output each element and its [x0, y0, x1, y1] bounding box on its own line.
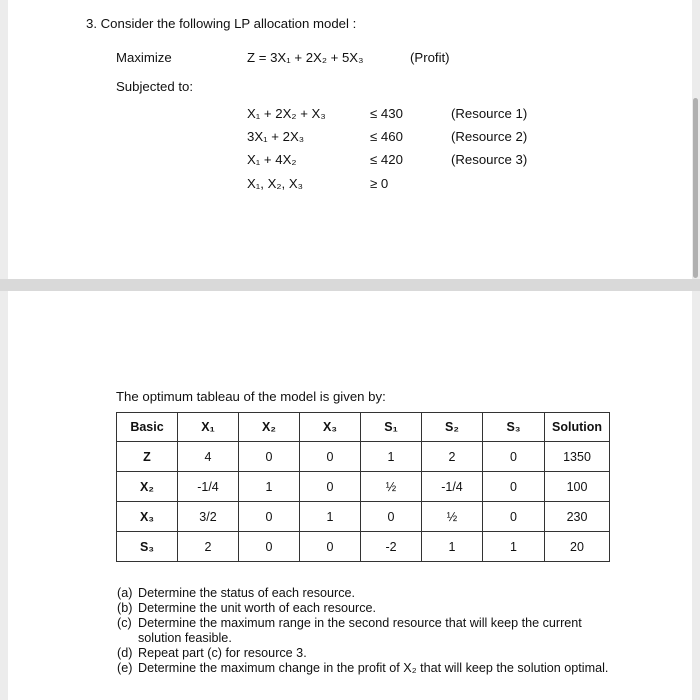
constraint-4-lhs: X₁, X₂, X₃	[247, 176, 303, 191]
constraint-1-rhs: ≤ 430	[370, 106, 403, 121]
question-item	[117, 646, 617, 661]
question-item	[117, 601, 617, 616]
question-label: (d)	[117, 646, 133, 660]
header-basic: Basic	[117, 413, 178, 442]
header-x3: X₃	[300, 413, 361, 442]
tableau-intro: The optimum tableau of the model is given by:	[116, 389, 386, 404]
table-cell: 230	[545, 502, 610, 532]
left-edge	[0, 0, 8, 700]
table-cell: 1	[361, 442, 422, 472]
table-cell: ½	[361, 472, 422, 502]
table-cell: 20	[545, 532, 610, 562]
question-text: Repeat part (c) for resource 3.	[138, 646, 307, 660]
constraint-2-note: (Resource 2)	[451, 129, 528, 144]
constraint-1-lhs: X₁ + 2X₂ + X₃	[247, 106, 326, 121]
question-list	[117, 586, 617, 676]
constraint-3-lhs: X₁ + 4X₂	[247, 152, 297, 167]
question-label: (b)	[117, 601, 133, 615]
question-item	[117, 616, 617, 646]
header-x1: X₁	[178, 413, 239, 442]
table-cell: 0	[239, 502, 300, 532]
table-cell: 1	[300, 502, 361, 532]
table-cell: 1	[483, 532, 545, 562]
constraint-2-lhs: 3X₁ + 2X₃	[247, 129, 305, 144]
row-basic: X₂	[117, 472, 178, 502]
maximize-label: Maximize	[116, 50, 172, 65]
subject-label: Subjected to:	[116, 79, 193, 94]
constraint-2-rhs: ≤ 460	[370, 129, 403, 144]
header-solution: Solution	[545, 413, 610, 442]
optimum-tableau	[116, 412, 610, 562]
table-cell: 0	[239, 532, 300, 562]
row-basic: X₃	[117, 502, 178, 532]
header-x2: X₂	[239, 413, 300, 442]
table-cell: 1	[239, 472, 300, 502]
objective-function: Z = 3X₁ + 2X₂ + 5X₃	[247, 50, 364, 65]
question-item	[117, 661, 617, 676]
question-text: Determine the unit worth of each resource.	[138, 601, 377, 615]
table-cell: 1350	[545, 442, 610, 472]
table-row	[117, 442, 610, 472]
question-text: Determine the maximum range in the second resource that will keep the current solution feasible.	[138, 616, 582, 645]
table-row	[117, 532, 610, 562]
row-basic: S₃	[117, 532, 178, 562]
table-cell: 0	[300, 532, 361, 562]
table-cell: 100	[545, 472, 610, 502]
question-item	[117, 586, 617, 601]
objective-note: (Profit)	[410, 50, 450, 65]
table-cell: ½	[422, 502, 483, 532]
table-cell: 2	[422, 442, 483, 472]
scrollbar-thumb[interactable]	[693, 98, 698, 278]
table-row	[117, 472, 610, 502]
question-text: Determine the maximum change in the profit of X₂ that will keep the solution optimal.	[138, 661, 609, 675]
table-cell: -1/4	[422, 472, 483, 502]
table-cell: 0	[300, 472, 361, 502]
table-row	[117, 502, 610, 532]
page-top	[8, 0, 692, 279]
tableau-header-row	[117, 413, 610, 442]
table-cell: 4	[178, 442, 239, 472]
constraint-3-rhs: ≤ 420	[370, 152, 403, 167]
table-cell: 0	[483, 442, 545, 472]
question-label: (a)	[117, 586, 133, 600]
table-cell: -1/4	[178, 472, 239, 502]
question-label: (c)	[117, 616, 132, 630]
header-s1: S₁	[361, 413, 422, 442]
table-cell: -2	[361, 532, 422, 562]
constraint-4-rhs: ≥ 0	[370, 176, 389, 191]
table-cell: 0	[483, 502, 545, 532]
table-cell: 1	[422, 532, 483, 562]
table-cell: 0	[483, 472, 545, 502]
constraint-1-note: (Resource 1)	[451, 106, 528, 121]
header-s2: S₂	[422, 413, 483, 442]
header-s3: S₃	[483, 413, 545, 442]
problem-heading: 3. Consider the following LP allocation model :	[86, 16, 357, 31]
table-cell: 0	[361, 502, 422, 532]
constraint-3-note: (Resource 3)	[451, 152, 528, 167]
table-cell: 2	[178, 532, 239, 562]
question-label: (e)	[117, 661, 133, 675]
page-separator	[0, 279, 700, 291]
table-cell: 3/2	[178, 502, 239, 532]
table-cell: 0	[300, 442, 361, 472]
row-basic: Z	[117, 442, 178, 472]
table-cell: 0	[239, 442, 300, 472]
question-text: Determine the status of each resource.	[138, 586, 356, 600]
